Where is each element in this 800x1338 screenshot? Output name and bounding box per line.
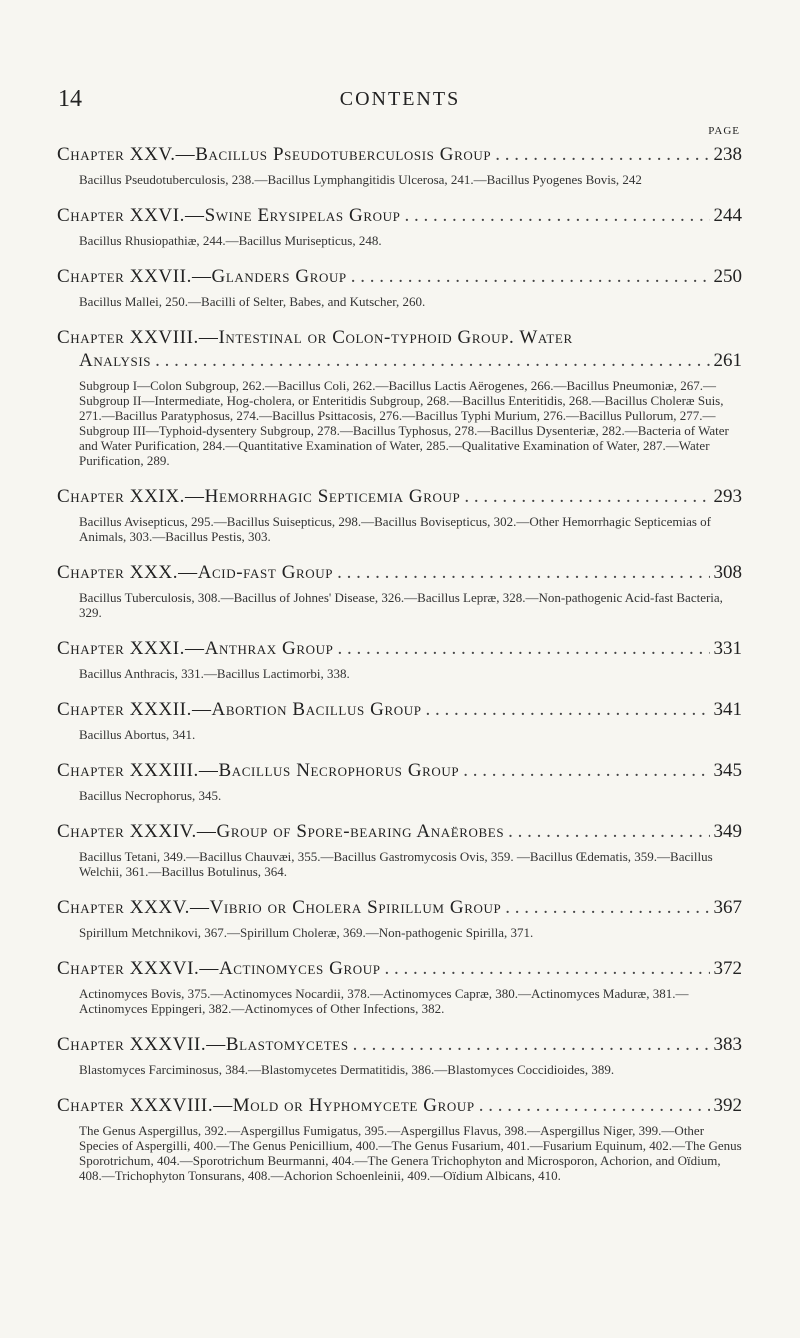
page-column-label: PAGE <box>708 125 740 137</box>
toc-entry <box>57 1094 742 1183</box>
chapter-title: Chapter XXVI.—Swine Erysipelas Group <box>57 205 401 226</box>
chapter-title: Chapter XXXVII.—Blastomycetes <box>57 1034 349 1055</box>
chapter-page: 293 <box>713 486 742 507</box>
chapter-title: Chapter XXXVI.—Actinomyces Group <box>57 958 381 979</box>
chapter-contents: Bacillus Anthracis, 331.—Bacillus Lactimorbi, 338. <box>79 666 350 681</box>
toc-entry <box>57 326 742 468</box>
chapter-page: 238 <box>713 144 742 165</box>
chapter-page: 250 <box>713 266 742 287</box>
chapter-page: 345 <box>713 760 742 781</box>
chapter-contents: Spirillum Metchnikovi, 367.—Spirillum Choleræ, 369.—Non-pathogenic Spirilla, 371. <box>79 925 534 940</box>
chapter-page: 244 <box>713 205 742 226</box>
toc-entry <box>57 1033 742 1077</box>
chapter-page: 349 <box>713 821 742 842</box>
chapter-title: Chapter XXXI.—Anthrax Group <box>57 638 334 659</box>
chapter-title: Chapter XXVII.—Glanders Group <box>57 266 347 287</box>
chapter-title: Chapter XXXIII.—Bacillus Necrophorus Group <box>57 760 460 781</box>
chapter-page: 341 <box>713 699 742 720</box>
chapter-title: Chapter XXXII.—Abortion Bacillus Group <box>57 699 422 720</box>
chapter-contents: Bacillus Tetani, 349.—Bacillus Chauvæi, 355.—Bacillus Gastromycosis Ovis, 359. —Bacillus Œdematis, 359.—Bacillus Welchii, 361.—Bacillus Botulinus, 364. <box>79 849 713 879</box>
chapter-page: 392 <box>713 1095 742 1116</box>
toc-entry <box>57 204 742 248</box>
chapter-page: 383 <box>713 1034 742 1055</box>
chapter-title: Chapter XXX.—Acid-fast Group <box>57 562 334 583</box>
chapter-contents: Bacillus Abortus, 341. <box>79 727 196 742</box>
chapter-page: 308 <box>713 562 742 583</box>
toc-entry <box>57 561 742 620</box>
toc-entry <box>57 698 742 742</box>
running-head: CONTENTS <box>339 88 461 110</box>
toc-entry <box>57 820 742 879</box>
toc-entry <box>57 957 742 1016</box>
chapter-page: 261 <box>713 350 742 371</box>
chapter-title: Chapter XXIX.—Hemorrhagic Septicemia Group <box>57 486 461 507</box>
chapter-title: Chapter XXXVIII.—Mold or Hyphomycete Group <box>57 1095 475 1116</box>
chapter-contents: Bacillus Avisepticus, 295.—Bacillus Suisepticus, 298.—Bacillus Bovisepticus, 302.—Other Hemorrhagic Septicemias of Animals, 303.—Bacillus Pestis, 303. <box>79 514 711 544</box>
chapter-page: 367 <box>713 897 742 918</box>
toc-entry <box>57 485 742 544</box>
chapter-contents: Bacillus Pseudotuberculosis, 238.—Bacillus Lymphangitidis Ulcerosa, 241.—Bacillus Pyogenes Bovis, 242 <box>79 172 642 187</box>
toc-entry <box>57 143 742 187</box>
page-number: 14 <box>58 86 82 112</box>
chapter-contents: Bacillus Mallei, 250.—Bacilli of Selter, Babes, and Kutscher, 260. <box>79 294 426 309</box>
chapter-title: Chapter XXXIV.—Group of Spore-bearing Anaërobes <box>57 821 505 842</box>
toc-entry <box>57 265 742 309</box>
toc-entry <box>57 896 742 940</box>
chapter-contents: Subgroup I—Colon Subgroup, 262.—Bacillus Coli, 262.—Bacillus Lactis Aërogenes, 266.—Bacillus Pneumoniæ, 267.—Subgroup II—Intermediate, Hog-cholera, or Enteritidis Subgroup, 268.—Bacillus Enteritidis, 268.—Bacillus Choleræ Suis, 271.—Bacillus Paratyphosus, 274.—Bacillus Psittacosis, 276.—Bacillus Typhi Murium, 276.—Bacillus Pullorum, 277.—Subgroup III—Typhoid-dysentery Subgroup, 278.—Bacillus Typhosus, 278.—Bacillus Dysenteriæ, 282.—Bacteria of Water and Water Purification, 284.—Quantitative Examination of Water, 285.—Qualitative Examination of Water, 287.—Water Purification, 289. <box>79 378 729 468</box>
chapter-page: 372 <box>713 958 742 979</box>
chapter-contents: The Genus Aspergillus, 392.—Aspergillus Fumigatus, 395.—Aspergillus Flavus, 398.—Aspergillus Niger, 399.—Other Species of Aspergilli, 400.—The Genus Penicillium, 400.—The Genus Fusarium, 401.—Fusarium Equinum, 402.—The Genus Sporotrichum, 404.—Sporotrichum Beurmanni, 404.—The Genera Trichophyton and Microsporon, Achorion, and Oïdium, 408.—Trichophyton Tonsurans, 408.—Achorion Schoenleinii, 409.—Oïdium Albicans, 410. <box>79 1123 742 1183</box>
chapter-contents: Bacillus Tuberculosis, 308.—Bacillus of Johnes' Disease, 326.—Bacillus Lepræ, 328.—Non-pathogenic Acid-fast Bacteria, 329. <box>79 590 723 620</box>
chapter-title-continued: Analysis <box>79 350 152 371</box>
toc-entry <box>57 759 742 803</box>
toc-entry <box>57 637 742 681</box>
chapter-contents: Bacillus Necrophorus, 345. <box>79 788 222 803</box>
chapter-contents: Blastomyces Farciminosus, 384.—Blastomycetes Dermatitidis, 386.—Blastomyces Coccidioides, 389. <box>79 1062 615 1077</box>
chapter-title: Chapter XXXV.—Vibrio or Cholera Spirillum Group <box>57 897 502 918</box>
chapter-title: Chapter XXVIII.—Intestinal or Colon-typhoid Group. Water <box>57 327 573 348</box>
chapter-page: 331 <box>713 638 742 659</box>
chapter-title: Chapter XXV.—Bacillus Pseudotuberculosis Group <box>57 144 492 165</box>
table-of-contents <box>57 143 742 1200</box>
chapter-contents: Actinomyces Bovis, 375.—Actinomyces Nocardii, 378.—Actinomyces Capræ, 380.—Actinomyces Maduræ, 381.—Actinomyces Eppingeri, 382.—Actinomyces of Other Infections, 382. <box>79 986 689 1016</box>
chapter-contents: Bacillus Rhusiopathiæ, 244.—Bacillus Murisepticus, 248. <box>79 233 382 248</box>
